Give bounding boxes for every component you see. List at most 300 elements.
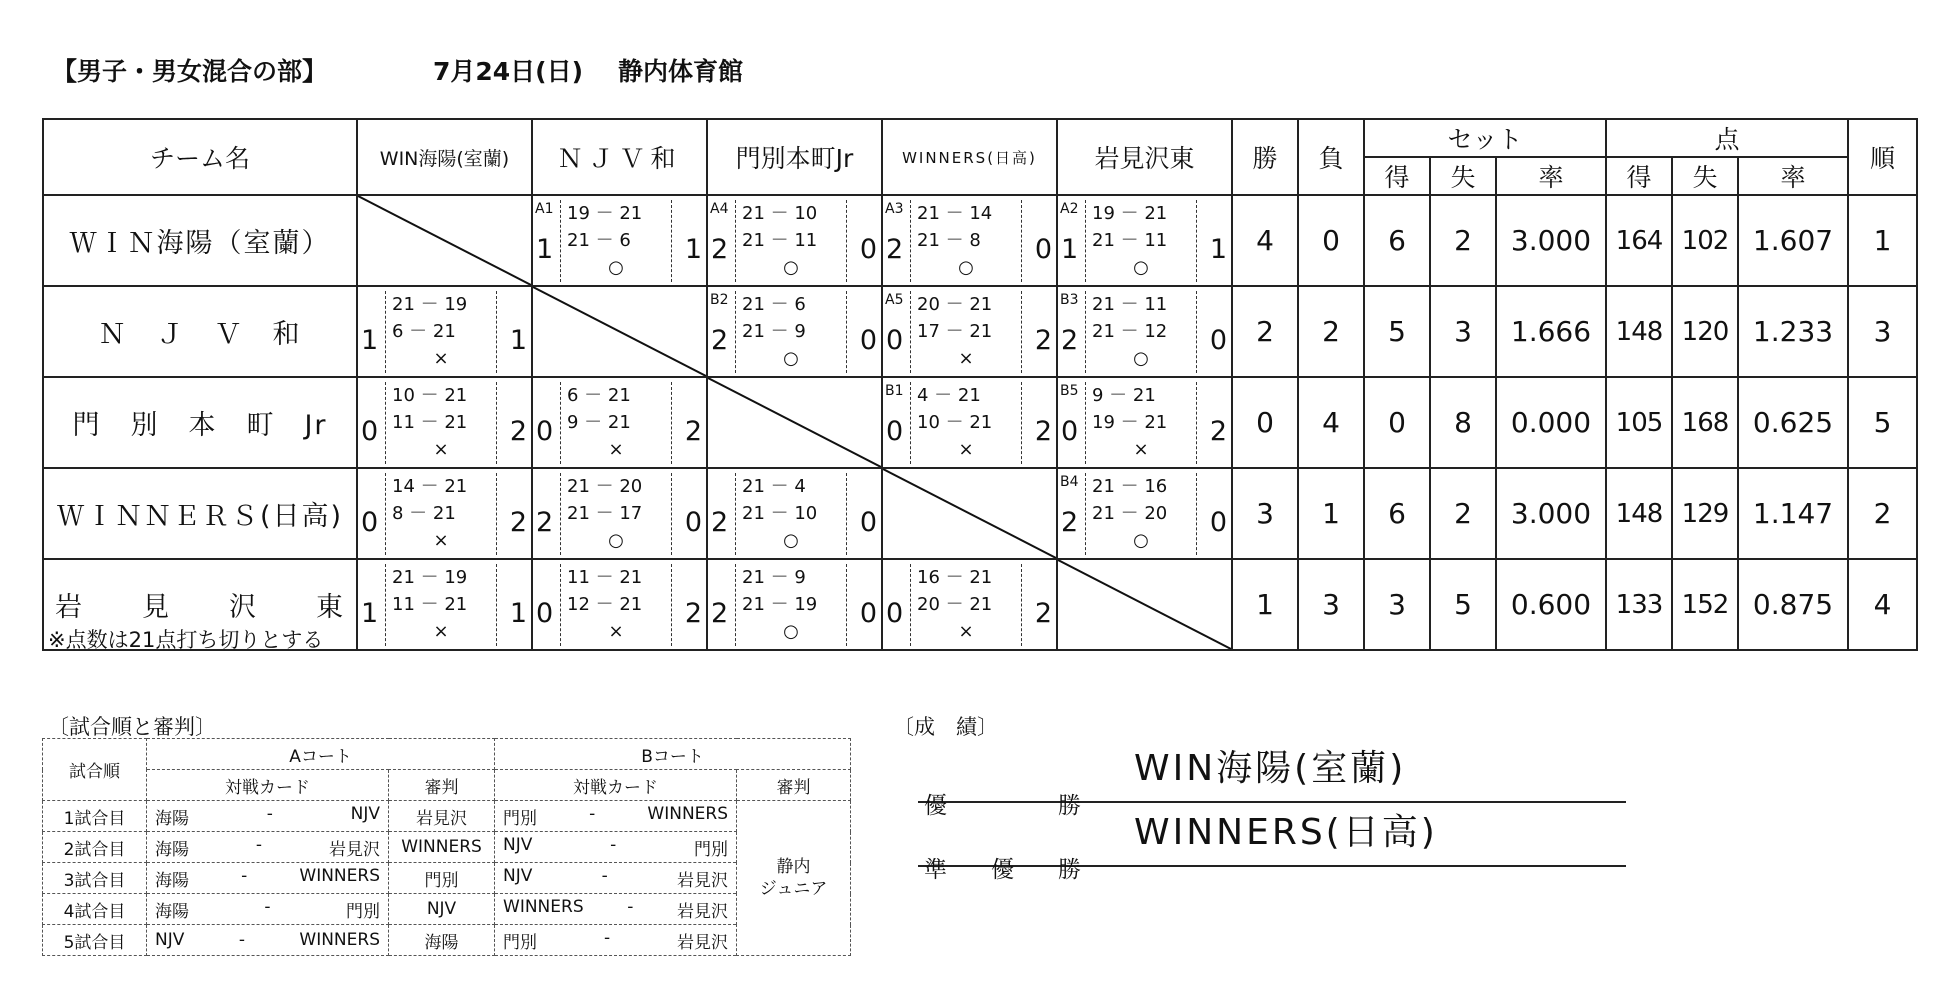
sets-won: 0 [361, 507, 379, 538]
schedule-row [43, 832, 851, 863]
court-b-team-2: 岩見沢 [677, 870, 728, 891]
point-lost: 102 [1672, 195, 1738, 286]
set-1-score: 21 － 16 [1092, 476, 1168, 497]
set-scores [1085, 200, 1197, 282]
court-a-referee: 門別 [389, 863, 495, 894]
sets-won: 2 [711, 507, 729, 538]
match-result: ○ [958, 257, 974, 278]
court-a-team-1: 海陽 [155, 870, 189, 891]
set-2-score: 21 － 8 [917, 230, 981, 251]
set-scores [385, 564, 497, 646]
court-b-team-2: 岩見沢 [677, 932, 728, 953]
match-score [533, 196, 706, 285]
set-scores [560, 564, 672, 646]
match-cell [882, 195, 1057, 286]
court-b-team-1: NJV [503, 865, 533, 886]
set-2-score: 8 － 21 [392, 503, 456, 524]
match-cell [707, 195, 882, 286]
set-1-score: 6 － 21 [567, 385, 631, 406]
set-1-score: 21 － 9 [742, 567, 806, 588]
set-2-score: 21 － 12 [1092, 321, 1168, 342]
set-lost: 8 [1430, 377, 1496, 468]
diagonal-cell [707, 377, 882, 468]
match-result: ○ [1133, 257, 1149, 278]
match-order: 1試合目 [43, 801, 147, 832]
wins: 3 [1232, 468, 1298, 559]
set-scores [910, 564, 1022, 646]
schedule-row [43, 801, 851, 832]
match-score [708, 469, 881, 558]
set-1-score: 20 － 21 [917, 294, 993, 315]
sets-lost: 0 [859, 507, 877, 538]
diagonal-line [1058, 560, 1231, 649]
sets-won: 1 [361, 325, 379, 356]
sets-lost: 0 [859, 598, 877, 629]
match-code: A4 [710, 201, 729, 217]
sets-won: 0 [536, 598, 554, 629]
header-opponent-5: 岩見沢東 [1057, 119, 1232, 195]
match-code: B1 [885, 383, 904, 399]
set-scores [1085, 291, 1197, 373]
rank: 4 [1848, 559, 1917, 650]
match-result: ○ [1133, 530, 1149, 551]
court-b-match [495, 894, 737, 925]
court-b-header: Bコート [495, 739, 851, 770]
court-b-team-1: 門別 [503, 808, 538, 829]
court-a-team-1: 海陽 [155, 839, 189, 860]
sets-won: 1 [536, 234, 554, 265]
court-a-team-1: NJV [155, 930, 185, 950]
match-score [708, 196, 881, 285]
results-title: 〔成 績〕 [893, 715, 998, 739]
court-a-referee: 岩見沢 [389, 801, 495, 832]
set-gain: 0 [1364, 377, 1430, 468]
match-result: × [1133, 439, 1149, 460]
sets-lost: 2 [684, 598, 702, 629]
court-b-team-2: WINNERS [647, 803, 729, 824]
court-b-match [495, 801, 737, 832]
court-a-pairing [147, 835, 388, 860]
vs-dash: - [255, 834, 263, 855]
set-gain: 5 [1364, 286, 1430, 377]
court-b-pairing [495, 928, 736, 953]
match-result: ○ [783, 621, 799, 642]
sets-lost: 2 [1034, 325, 1052, 356]
court-b-match [495, 863, 737, 894]
court-b-match [495, 832, 737, 863]
set-1-score: 21 － 19 [392, 567, 468, 588]
sets-won: 1 [361, 598, 379, 629]
set-1-score: 11 － 21 [567, 567, 643, 588]
header-rank: 順 [1848, 119, 1917, 195]
league-table [42, 118, 1918, 651]
match-score [1058, 378, 1231, 467]
point-rate: 1.147 [1738, 468, 1848, 559]
wins: 4 [1232, 195, 1298, 286]
header-loss: 負 [1298, 119, 1364, 195]
point-gain: 148 [1606, 286, 1672, 377]
match-cell [882, 559, 1057, 650]
match-code: A1 [535, 201, 554, 217]
court-b-referee: 静内 ジュニア [737, 801, 851, 956]
match-score [883, 287, 1056, 376]
set-scores [910, 200, 1022, 282]
losses: 0 [1298, 195, 1364, 286]
section-title: 【男子・男女混合の部】 [52, 57, 328, 86]
rank: 3 [1848, 286, 1917, 377]
team-row [43, 286, 1917, 377]
champion-label-2: 勝 [1058, 793, 1081, 819]
set-2-score: 17 － 21 [917, 321, 993, 342]
result-runner-up [918, 807, 1626, 883]
set-2-score: 12 － 21 [567, 594, 643, 615]
set-2-score: 6 － 21 [392, 321, 456, 342]
point-rate: 0.625 [1738, 377, 1848, 468]
header-opponent-2: ＮＪＶ和 [532, 119, 707, 195]
court-b-team-2: 門別 [694, 839, 728, 860]
losses: 4 [1298, 377, 1364, 468]
court-b-referee-header: 審判 [737, 770, 851, 801]
court-b-match-header: 対戦カード [495, 770, 737, 801]
vs-dash: - [264, 896, 271, 917]
match-code: A2 [1060, 201, 1079, 217]
losses: 2 [1298, 286, 1364, 377]
set-lost: 2 [1430, 468, 1496, 559]
match-result: ○ [783, 530, 799, 551]
set-2-score: 21 － 20 [1092, 503, 1168, 524]
court-a-pairing [147, 804, 388, 829]
diagonal-cell [1057, 559, 1232, 650]
runner-up-label-1: 準 [924, 857, 947, 883]
set-scores [1085, 473, 1197, 555]
header-set-lost: 失 [1430, 157, 1496, 195]
set-2-score: 21 － 11 [1092, 230, 1168, 251]
set-2-score: 21 － 9 [742, 321, 806, 342]
sets-won: 0 [536, 416, 554, 447]
court-a-pairing [147, 930, 388, 950]
runner-up-label-3: 勝 [1058, 857, 1081, 883]
court-a-pairing [147, 866, 388, 891]
set-1-score: 21 － 20 [567, 476, 643, 497]
match-result: × [433, 530, 449, 551]
match-cell [1057, 286, 1232, 377]
court-a-team-1: 海陽 [155, 808, 189, 829]
schedule-order-header: 試合順 [43, 739, 147, 801]
set-1-score: 21 － 14 [917, 203, 993, 224]
set-scores [560, 200, 672, 282]
set-gain: 6 [1364, 195, 1430, 286]
set-scores [735, 473, 847, 555]
match-score [533, 560, 706, 649]
losses: 3 [1298, 559, 1364, 650]
court-a-match [147, 863, 389, 894]
point-gain: 164 [1606, 195, 1672, 286]
match-order: 4試合目 [43, 894, 147, 925]
match-order: 5試合目 [43, 925, 147, 956]
match-cell [882, 286, 1057, 377]
court-a-match [147, 894, 389, 925]
header-opponent-3: 門別本町Jr [707, 119, 882, 195]
vs-dash: - [241, 865, 248, 886]
court-a-referee: WINNERS [389, 832, 495, 863]
court-a-team-2: 岩見沢 [328, 839, 380, 860]
point-rate: 1.233 [1738, 286, 1848, 377]
match-code: A3 [885, 201, 904, 217]
match-result: × [608, 439, 624, 460]
set-scores [560, 382, 672, 464]
set-1-score: 21 － 6 [742, 294, 806, 315]
set-rate: 3.000 [1496, 468, 1606, 559]
scoring-note: ※点数は21点打ち切りとする [48, 628, 324, 652]
match-result: ○ [608, 257, 624, 278]
match-result: × [608, 621, 624, 642]
vs-dash: - [266, 803, 273, 824]
set-2-score: 20 － 21 [917, 594, 993, 615]
sets-lost: 0 [859, 325, 877, 356]
match-cell [532, 468, 707, 559]
vs-dash: - [603, 927, 611, 948]
set-scores [1085, 382, 1197, 464]
match-score [883, 378, 1056, 467]
court-a-team-1: 海陽 [155, 901, 189, 922]
court-b-team-1: WINNERS [503, 896, 584, 917]
header-point-lost: 失 [1672, 157, 1738, 195]
court-a-team-2: NJV [350, 803, 380, 824]
match-cell [532, 559, 707, 650]
match-code: B2 [710, 292, 729, 308]
set-2-score: 11 － 21 [392, 594, 468, 615]
court-a-pairing [147, 897, 388, 922]
sets-won: 2 [536, 507, 554, 538]
point-lost: 168 [1672, 377, 1738, 468]
set-2-score: 21 － 19 [742, 594, 818, 615]
vs-dash: - [589, 803, 596, 824]
set-2-score: 19 － 21 [1092, 412, 1168, 433]
champion-label-1: 優 [924, 793, 947, 819]
schedule-row [43, 894, 851, 925]
court-b-pairing [495, 897, 736, 922]
sets-lost: 0 [859, 234, 877, 265]
match-cell [357, 286, 532, 377]
match-cell [1057, 468, 1232, 559]
schedule-row [43, 863, 851, 894]
point-lost: 152 [1672, 559, 1738, 650]
set-gain: 3 [1364, 559, 1430, 650]
match-result: × [958, 348, 974, 369]
header-set-gain: 得 [1364, 157, 1430, 195]
match-score [883, 560, 1056, 649]
point-gain: 148 [1606, 468, 1672, 559]
set-scores [385, 291, 497, 373]
court-a-referee: NJV [389, 894, 495, 925]
court-a-referee-header: 審判 [389, 770, 495, 801]
vs-dash: - [627, 896, 634, 917]
diagonal-cell [357, 195, 532, 286]
rank: 5 [1848, 377, 1917, 468]
set-rate: 3.000 [1496, 195, 1606, 286]
schedule-title: 〔試合順と審判〕 [48, 715, 216, 739]
court-a-team-2: WINNERS [299, 865, 380, 886]
match-score [358, 469, 531, 558]
wins: 0 [1232, 377, 1298, 468]
match-cell [707, 559, 882, 650]
court-a-header: Aコート [147, 739, 495, 770]
set-2-score: 10 － 21 [917, 412, 993, 433]
diagonal-line [533, 287, 706, 376]
match-code: B3 [1060, 292, 1079, 308]
set-1-score: 21 － 10 [742, 203, 818, 224]
match-result: × [958, 621, 974, 642]
team-name: ＷＩＮ海陽（室蘭） [43, 195, 357, 286]
match-order: 3試合目 [43, 863, 147, 894]
sets-won: 2 [1061, 507, 1079, 538]
match-cell [707, 468, 882, 559]
court-a-team-2: WINNERS [299, 930, 380, 950]
set-1-score: 21 － 4 [742, 476, 806, 497]
sets-lost: 2 [1034, 416, 1052, 447]
wins: 2 [1232, 286, 1298, 377]
court-a-match [147, 801, 389, 832]
set-scores [735, 291, 847, 373]
diagonal-line [883, 469, 1056, 558]
set-1-score: 19 － 21 [1092, 203, 1168, 224]
champion-team: WIN海陽(室蘭) [1134, 748, 1407, 789]
set-scores [385, 382, 497, 464]
match-cell [357, 377, 532, 468]
schedule-table [42, 738, 851, 956]
sets-lost: 1 [1209, 234, 1227, 265]
team-row [43, 559, 1917, 650]
sets-won: 2 [711, 598, 729, 629]
header-win: 勝 [1232, 119, 1298, 195]
header-point-gain: 得 [1606, 157, 1672, 195]
match-score [358, 560, 531, 649]
court-b-team-1: 門別 [503, 932, 538, 953]
match-score [358, 287, 531, 376]
match-score [1058, 287, 1231, 376]
set-rate: 1.666 [1496, 286, 1606, 377]
court-b-pairing [495, 866, 736, 891]
sets-won: 0 [1061, 416, 1079, 447]
diagonal-line [708, 378, 881, 467]
set-2-score: 21 － 11 [742, 230, 818, 251]
header-point: 点 [1606, 119, 1848, 157]
match-cell [882, 377, 1057, 468]
match-cell [1057, 377, 1232, 468]
set-2-score: 21 － 10 [742, 503, 818, 524]
set-scores [910, 382, 1022, 464]
result-champion [918, 743, 1626, 819]
court-b-pairing [495, 804, 736, 829]
sets-lost: 0 [1209, 507, 1227, 538]
header-team: チーム名 [43, 119, 357, 195]
schedule-row [43, 925, 851, 956]
set-1-score: 10 － 21 [392, 385, 468, 406]
header-opponent-1: WIN海陽(室蘭) [357, 119, 532, 195]
match-result: ○ [783, 257, 799, 278]
match-score [708, 287, 881, 376]
sets-won: 2 [1061, 325, 1079, 356]
match-result: × [958, 439, 974, 460]
set-1-score: 21 － 19 [392, 294, 468, 315]
court-a-referee: 海陽 [389, 925, 495, 956]
match-score [533, 378, 706, 467]
header-set: セット [1364, 119, 1606, 157]
point-lost: 120 [1672, 286, 1738, 377]
set-1-score: 19 － 21 [567, 203, 643, 224]
point-rate: 1.607 [1738, 195, 1848, 286]
vs-dash: - [238, 930, 245, 950]
court-a-match-header: 対戦カード [147, 770, 389, 801]
match-cell [357, 468, 532, 559]
sets-won: 0 [886, 598, 904, 629]
court-b-pairing [495, 835, 736, 860]
losses: 1 [1298, 468, 1364, 559]
team-name: ＷＩＮＮＥＲＳ(日高) [43, 468, 357, 559]
match-code: A5 [885, 292, 904, 308]
sets-lost: 0 [1034, 234, 1052, 265]
court-a-team-2: 門別 [345, 901, 380, 922]
set-rate: 0.000 [1496, 377, 1606, 468]
event-venue: 静内体育館 [618, 57, 744, 86]
sets-lost: 0 [1209, 325, 1227, 356]
sets-won: 1 [1061, 234, 1079, 265]
team-name: 岩 見 沢 東 [43, 559, 357, 650]
event-date: 7月24日(日) [433, 57, 584, 86]
sets-lost: 1 [684, 234, 702, 265]
set-scores [735, 564, 847, 646]
team-name: 門 別 本 町 Jr [43, 377, 357, 468]
sets-lost: 2 [509, 507, 527, 538]
set-2-score: 9 － 21 [567, 412, 631, 433]
set-1-score: 14 － 21 [392, 476, 468, 497]
set-rate: 0.600 [1496, 559, 1606, 650]
match-score [883, 196, 1056, 285]
match-result: × [433, 348, 449, 369]
set-1-score: 9 － 21 [1092, 385, 1156, 406]
match-score [708, 560, 881, 649]
sets-lost: 0 [684, 507, 702, 538]
diagonal-cell [532, 286, 707, 377]
set-lost: 2 [1430, 195, 1496, 286]
set-1-score: 21 － 11 [1092, 294, 1168, 315]
match-cell [532, 377, 707, 468]
court-b-team-1: NJV [503, 834, 533, 855]
set-scores [560, 473, 672, 555]
match-order: 2試合目 [43, 832, 147, 863]
set-scores [910, 291, 1022, 373]
vs-dash: - [610, 834, 617, 855]
match-score [533, 469, 706, 558]
set-scores [385, 473, 497, 555]
match-result: ○ [608, 530, 624, 551]
sets-won: 2 [886, 234, 904, 265]
header-opponent-4: WINNERS(日高) [882, 119, 1057, 195]
diagonal-cell [882, 468, 1057, 559]
vs-dash: - [601, 865, 608, 886]
sets-lost: 2 [1209, 416, 1227, 447]
sets-lost: 2 [684, 416, 702, 447]
match-cell [532, 195, 707, 286]
set-2-score: 21 － 17 [567, 503, 643, 524]
match-result: ○ [1133, 348, 1149, 369]
point-rate: 0.875 [1738, 559, 1848, 650]
rank: 1 [1848, 195, 1917, 286]
runner-up-team: WINNERS(日高) [1134, 812, 1438, 853]
match-cell [1057, 195, 1232, 286]
set-lost: 3 [1430, 286, 1496, 377]
set-scores [735, 200, 847, 282]
